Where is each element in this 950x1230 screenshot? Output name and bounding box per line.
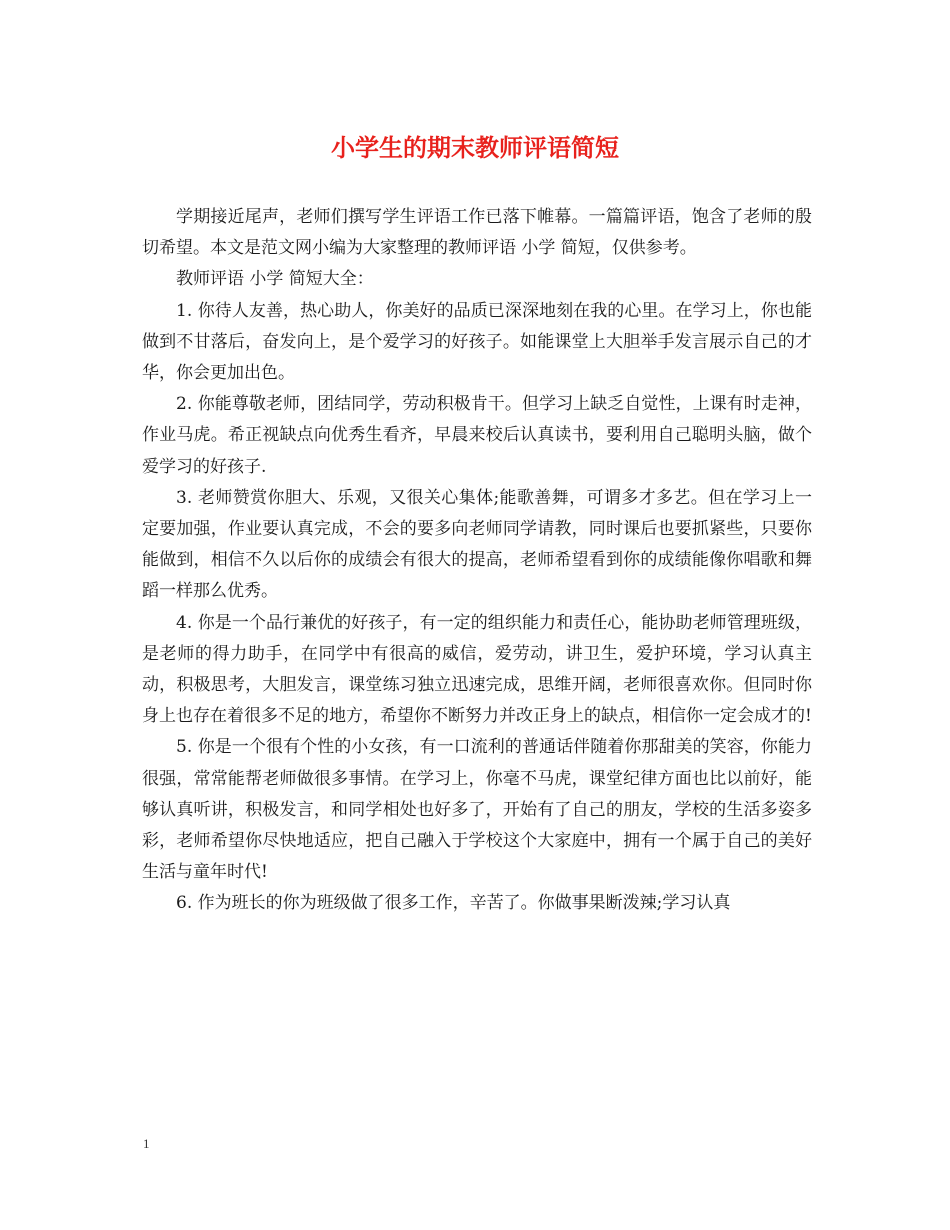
- comment-item-3: 3. 老师赞赏你胆大、乐观，又很关心集体;能歌善舞，可谓多才多艺。但在学习上一定要加强，作业要认真完成，不会的要多向老师同学请教，同时课后也要抓紧些，只要你能做到，相信不久以后你的成绩会有很大的提高，老师希望看到你的成绩能像你唱歌和舞蹈一样那么优秀。: [142, 487, 812, 602]
- page-number: 1: [143, 1136, 150, 1151]
- document-body: [142, 202, 812, 920]
- comment-item-4: 4. 你是一个品行兼优的好孩子，有一定的组织能力和责任心，能协助老师管理班级，是老师的得力助手，在同学中有很高的威信，爱劳动，讲卫生，爱护环境，学习认真主动，积极思考，大胆发言，课堂练习独立迅速完成，思维开阔，老师很喜欢你。但同时你身上也存在着很多不足的地方，希望你不断努力并改正身上的缺点，相信你一定会成才的!: [142, 612, 812, 727]
- comment-item-2: 2. 你能尊敬老师，团结同学，劳动积极肯干。但学习上缺乏自觉性，上课有时走神，作业马虎。希正视缺点向优秀生看齐，早晨来校后认真读书，要利用自己聪明头脑，做个爱学习的好孩子.: [142, 394, 812, 477]
- comment-item-5: 5. 你是一个很有个性的小女孩，有一口流利的普通话伴随着你那甜美的笑容，你能力很强，常常能帮老师做很多事情。在学习上，你毫不马虎，课堂纪律方面也比以前好，能够认真听讲，积极发言，和同学相处也好多了，开始有了自己的朋友，学校的生活多姿多彩，老师希望你尽快地适应，把自己融入于学校这个大家庭中，拥有一个属于自己的美好生活与童年时代!: [142, 737, 812, 883]
- comment-item-6: 6. 作为班长的你为班级做了很多工作，辛苦了。你做事果断泼辣;学习认真: [176, 893, 731, 914]
- section-heading: 教师评语 小学 简短大全：: [176, 269, 374, 290]
- document-title: 小学生的期末教师评语简短: [331, 133, 619, 162]
- intro-paragraph: 学期接近尾声，老师们撰写学生评语工作已落下帷幕。一篇篇评语，饱含了老师的殷切希望。本文是范文网小编为大家整理的教师评语 小学 简短，仅供参考。: [142, 207, 812, 259]
- comment-item-1: 1. 你待人友善，热心助人，你美好的品质已深深地刻在我的心里。在学习上，你也能做到不甘落后，奋发向上，是个爱学习的好孩子。如能课堂上大胆举手发言展示自己的才华，你会更加出色。: [142, 300, 812, 384]
